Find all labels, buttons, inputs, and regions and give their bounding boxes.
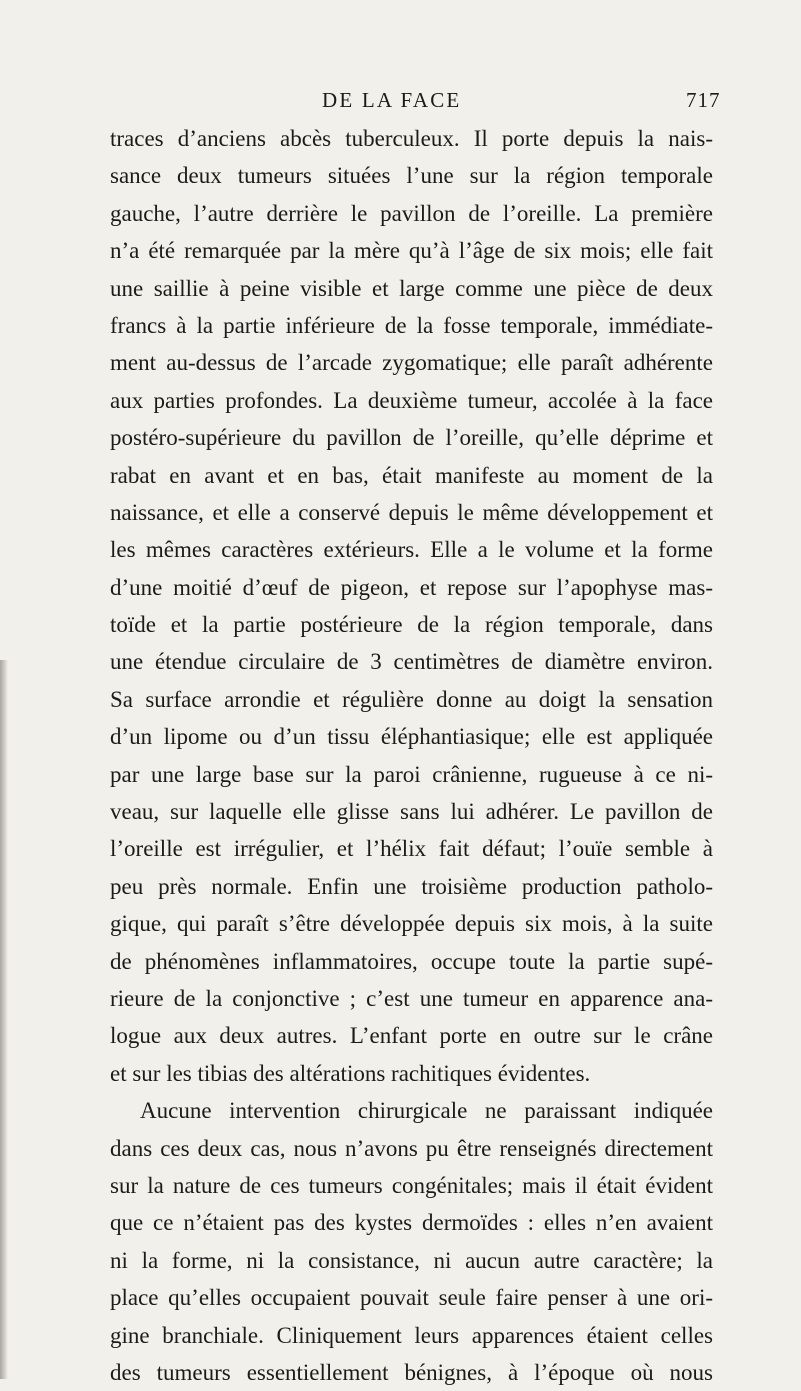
- text-line: place qu’elles occupaient pouvait seule faire penser à une ori-: [110, 1285, 713, 1311]
- text-line: ni la forme, ni la consistance, ni aucun autre caractère; la: [110, 1247, 713, 1273]
- text-line: gique, qui paraît s’être développée depuis six mois, à la suite: [110, 911, 713, 937]
- text-line: rieure de la conjonctive ; c’est une tumeur en apparence ana-: [110, 985, 713, 1011]
- text-line: veau, sur laquelle elle glisse sans lui adhérer. Le pavillon de: [110, 799, 713, 825]
- text-line: peu près normale. Enfin une troisième production patholo-: [110, 873, 713, 899]
- text-line: dans ces deux cas, nous n’avons pu être renseignés directement: [110, 1135, 713, 1161]
- text-line: sance deux tumeurs situées l’une sur la région temporale: [110, 163, 713, 189]
- text-line: l’oreille est irrégulier, et l’hélix fait défaut; l’ouïe semble à: [110, 836, 713, 862]
- text-line: une saillie à peine visible et large comme une pièce de deux: [110, 275, 713, 301]
- text-line: des tumeurs essentiellement bénignes, à l’époque où nous: [110, 1359, 713, 1385]
- text-line: postéro-supérieure du pavillon de l’oreille, qu’elle déprime et: [110, 425, 713, 451]
- text-line: naissance, et elle a conservé depuis le même développement et: [110, 499, 713, 525]
- text-line: d’une moitié d’œuf de pigeon, et repose sur l’apophyse mas-: [110, 574, 713, 600]
- body-text: [110, 120, 713, 1391]
- text-line: rabat en avant et en bas, était manifeste au moment de la: [110, 462, 713, 488]
- text-line-paragraph-start: Aucune intervention chirurgicale ne paraissant indiquée: [140, 1098, 713, 1124]
- book-spine-shadow: [0, 660, 8, 1379]
- text-line-paragraph-end: et sur les tibias des altérations rachitiques évidentes.: [110, 1060, 591, 1086]
- text-line: sur la nature de ces tumeurs congénitales; mais il était évident: [110, 1172, 713, 1198]
- text-line: de phénomènes inflammatoires, occupe toute la partie supé-: [110, 948, 713, 974]
- text-line: ment au-dessus de l’arcade zygomatique; elle paraît adhérente: [110, 350, 713, 376]
- page-number: 717: [686, 88, 721, 112]
- text-line: francs à la partie inférieure de la fosse temporale, immédiate-: [110, 312, 713, 338]
- text-line: que ce n’étaient pas des kystes dermoïdes : elles n’en avaient: [110, 1210, 713, 1236]
- text-line: aux parties profondes. La deuxième tumeur, accolée à la face: [110, 387, 713, 413]
- text-line: d’un lipome ou d’un tissu éléphantiasique; elle est appliquée: [110, 724, 713, 750]
- text-line: gauche, l’autre derrière le pavillon de l’oreille. La première: [110, 200, 713, 226]
- text-line: logue aux deux autres. L’enfant porte en outre sur le crâne: [110, 1023, 713, 1049]
- text-line: traces d’anciens abcès tuberculeux. Il porte depuis la nais-: [110, 126, 713, 151]
- text-line: gine branchiale. Cliniquement leurs apparences étaient celles: [110, 1322, 713, 1348]
- text-line: par une large base sur la paroi crânienne, rugueuse à ce ni-: [110, 761, 713, 787]
- text-line: une étendue circulaire de 3 centimètres de diamètre environ.: [110, 649, 713, 675]
- running-head-title: DE LA FACE: [322, 88, 462, 112]
- text-line: toïde et la partie postérieure de la région temporale, dans: [110, 612, 713, 638]
- text-line: n’a été remarquée par la mère qu’à l’âge de six mois; elle fait: [110, 238, 713, 264]
- text-line: les mêmes caractères extérieurs. Elle a le volume et la forme: [110, 537, 713, 563]
- running-head: [0, 88, 801, 118]
- text-line: Sa surface arrondie et régulière donne au doigt la sensation: [110, 686, 713, 712]
